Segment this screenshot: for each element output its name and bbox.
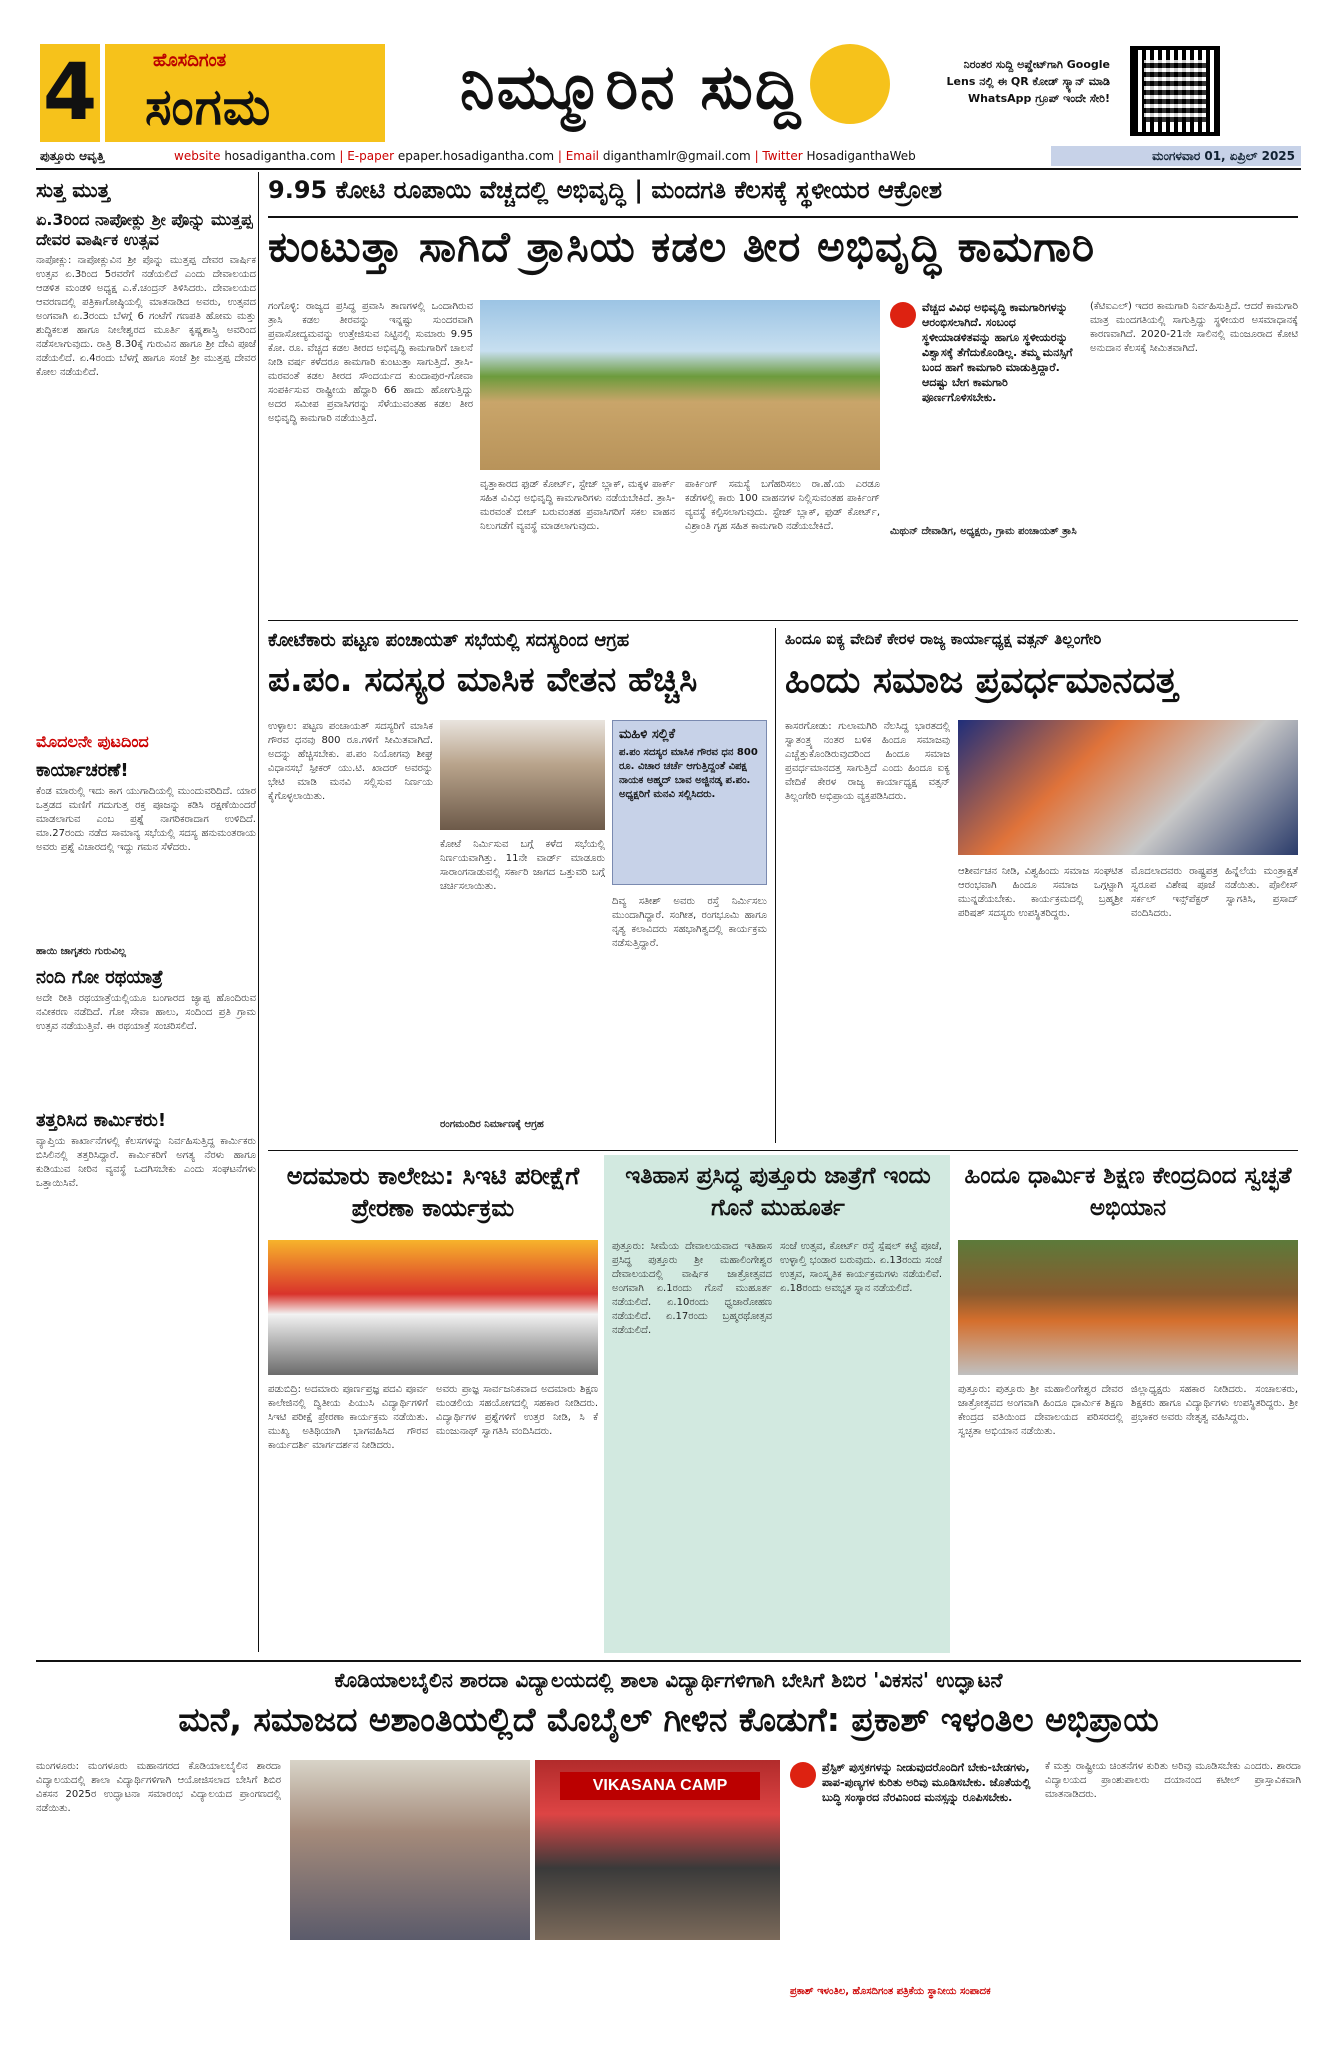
email-label: Email [565,149,599,163]
sidebar-story3-title: ಕಾರ್ಯಾಚರಣೆ! [36,760,129,781]
swachh-photo [958,1240,1298,1375]
bottom-col1: ಮಂಗಳೂರು: ಮಂಗಳೂರು ಮಹಾನಗರದ ಕೊಡಿಯಾಲಬೈಲಿನ ಶಾರದಾ ವಿದ್ಯಾಲಯದಲ್ಲಿ ಶಾಲಾ ವಿದ್ಯಾರ್ಥಿಗಳಿಗಾಗಿ ಆಯೋಜಿಸಲಾದ ಬೇಸಿಗೆ ಶಿಬಿರ ವಿಕಸನ 2025ರ ಉದ್ಘಾಟನಾ ಸಮಾರಂಭ ವಿದ್ಯಾಲಯದ ಪ್ರಾಂಗಣದಲ್ಲಿ ನಡೆಯಿತು. [36,1761,281,1814]
council-sidebox-title: ಮಹಿಳಿ ಸಲ್ಲಿಕೆ [619,727,676,742]
sidebar-story4-title: ನಂದಿ ಗೋ ರಥಯಾತ್ರೆ [36,967,164,988]
column-divider-1 [775,628,776,1143]
email-link[interactable]: diganthamlr@gmail.com [602,149,751,163]
top-story-headline: ಕುಂಟುತ್ತಾ ಸಾಗಿದೆ ತ್ರಾಸಿಯ ಕಡಲ ತೀರ ಅಭಿವೃದ್ಧಿ ಕಾಮಗಾರಿ [268,222,1096,271]
bottom-kicker: ಕೊಡಿಯಾಲಬೈಲಿನ ಶಾರದಾ ವಿದ್ಯಾಲಯದಲ್ಲಿ ಶಾಲಾ ವಿದ್ಯಾರ್ಥಿಗಳಿಗಾಗಿ ಬೇಸಿಗೆ ಶಿಬಿರ 'ವಿಕಸನ' ಉದ್ಘಾಟನೆ [334,1668,1003,1692]
paper-name: ಹೊಸದಿಗಂತ [153,50,227,71]
edition-label: ಪುತ್ತೂರು ಆವೃತ್ತಿ [40,149,105,163]
puttur-headline: ಇತಿಹಾಸ ಪ್ರಸಿದ್ಧ ಪುತ್ತೂರು ಜಾತ್ರೆಗೆ ಇಂದು ಗೊನೆ ಮುಹೂರ್ತ [625,1163,931,1221]
council-kicker: ಕೋಟೆಕಾರು ಪಟ್ಟಣ ಪಂಚಾಯತ್ ಸಭೆಯಲ್ಲಿ ಸದಸ್ಯರಿಂದ ಆಗ್ರಹ [268,630,630,651]
swachh-col2: ಜಿಲ್ಲಾಧ್ಯಕ್ಷರು ಸಹಕಾರ ನೀಡಿದರು. ಸಂಚಾಲಕರು, ಶಿಕ್ಷಕರು ಹಾಗೂ ವಿದ್ಯಾರ್ಥಿಗಳು ಉಪಸ್ಥಿತರಿದ್ದರು. ಶ್ರೀ ಪ್ರಭಾಕರ ಅವರು ನೇತೃತ್ವ ವಹಿಸಿದ್ದರು. [1131,1384,1298,1423]
twitter-link[interactable]: HosadiganthaWeb [806,149,916,163]
council-col2: ಕೋಟೆ ನಿರ್ಮಿಸುವ ಬಗ್ಗೆ ಕಳೆದ ಸಭೆಯಲ್ಲಿ ನಿರ್ಣಯವಾಗಿತ್ತು. 11ನೇ ವಾರ್ಡ್ ಮಾಡೂರು ಸಾರಾಂಗನಾಡುವಲ್ಲಿ ಸರ್ಕಾರಿ ಜಾಗದ ಒತ್ತುವರಿ ಬಗ್ಗೆ ಚರ್ಚಿಸಲಾಯಿತು. [440,839,605,892]
links-row: website hosadigantha.com | E-paper epaper.hosadigantha.com | Email diganthamlr@gmail.com | Twitter HosadiganthaWeb [174,149,916,163]
bottom-quote-icon [790,1762,816,1788]
adamaru-photo [268,1240,598,1375]
hindu-col1: ಕಾಸರಗೋಡು: ಗುಲಾಮಗಿರಿ ನೆಲಸಿದ್ದ ಭಾರತದಲ್ಲಿ ಸ್ವಾತಂತ್ರ್ಯ ನಂತರ ಬಳಿಕ ಹಿಂದೂ ಸಮಾಜವು ಎಚ್ಚೆತ್ತುಕೊಂಡಿರುವುದರಿಂದ ಹಿಂದೂ ಸಮಾಜ ಪ್ರವರ್ಧಮಾನದತ್ತ ಸಾಗುತ್ತಿದೆ ಎಂದು ಹಿಂದೂ ಐಕ್ಯ ವೇದಿಕೆ ಕೇರಳ ರಾಜ್ಯ ಕಾರ್ಯಾಧ್ಯಕ್ಷ ವತ್ಸನ್ ತಿಲ್ಲಂಗೇರಿ ಅಭಿಪ್ರಾಯ ವ್ಯಕ್ತಪಡಿಸಿದರು. [785,721,950,802]
sidebar-first-page-label: ಮೊದಲನೇ ಪುಟದಿಂದ [36,732,149,751]
sidebar-column-head: ಸುತ್ತ ಮುತ್ತ [36,178,110,202]
beach-photo [480,300,880,470]
section-logo [105,44,385,142]
top-story-col2: ವೃತ್ತಾಕಾರದ ಫುಡ್ ಕೋರ್ಟ್, ಸ್ಟೇಜ್ ಬ್ಲಾಕ್, ಮಕ್ಕಳ ಪಾರ್ಕ್ ಸಹಿತ ವಿವಿಧ ಅಭಿವೃದ್ಧಿ ಕಾಮಗಾರಿಗಳು ನಡೆಯಬೇಕಿದೆ. ತ್ರಾಸಿ-ಮರವಂತೆ ಬೀಚ್ ಬರುವಂತಹ ಪ್ರವಾಸಿಗರಿಗೆ ಸಕಲ ವಾಹನ ನಿಲುಗಡೆಗೆ ವ್ಯವಸ್ಥೆ ಮಾಡಲಾಗುವುದು. [480,479,675,532]
website-label: website [174,149,221,163]
puttur-col1: ಪುತ್ತೂರು: ಸೀಮೆಯ ದೇವಾಲಯವಾದ ಇತಿಹಾಸ ಪ್ರಸಿದ್ಧ ಪುತ್ತೂರು ಶ್ರೀ ಮಹಾಲಿಂಗೇಶ್ವರ ದೇವಾಲಯದಲ್ಲಿ ವಾರ್ಷಿಕ ಜಾತ್ರೋತ್ಸವದ ಅಂಗವಾಗಿ ಏ.1ರಂದು ಗೊನೆ ಮುಹೂರ್ತ ನಡೆಯಲಿದೆ. ಏ.10ರಂದು ಧ್ವಜಾರೋಹಣ ನಡೆಯಲಿದೆ. ಏ.17ರಂದು ಬ್ರಹ್ಮರಥೋತ್ಸವ ನಡೆಯಲಿದೆ. [612,1241,772,1336]
hindu-event-photo [958,720,1298,855]
hindu-col2: ಆಶೀರ್ವಚನ ನೀಡಿ, ವಿಶ್ವಹಿಂದು ಸಮಾಜ ಸಂಘಟಿತ ಆರಂಭವಾಗಿ ಹಿಂದೂ ಸಮಾಜ ಒಗ್ಗಟ್ಟಾಗಿ ಮುನ್ನಡೆಯಬೇಕು. ಕಾರ್ಯಕ್ರಮದಲ್ಲಿ ಬ್ರಹ್ಮಶ್ರೀ ಪರಿಷತ್ ಸದಸ್ಯರು ಉಪಸ್ಥಿತರಿದ್ದರು. [958,866,1123,919]
bottom-col2: ಕೆ ಮತ್ತು ರಾಷ್ಟ್ರೀಯ ಚಿಂತನೆಗಳ ಕುರಿತು ಅರಿವು ಮೂಡಿಸಬೇಕು ಎಂದರು. ಶಾರದಾ ವಿದ್ಯಾಲಯದ ಪ್ರಾಂಶುಪಾಲರು ದಯಾನಂದ ಕಟೀಲ್ ಪ್ರಾಸ್ತಾವಿಕವಾಗಿ ಮಾತನಾಡಿದರು. [1045,1761,1301,1800]
sidebar-story1-title: ಏ.3ರಿಂದ ನಾಪೋಕ್ಲು ಶ್ರೀ ಪೊನ್ನು ಮುತ್ತಪ್ಪ ದೇವರ ವಾರ್ಷಿಕ ಉತ್ಸವ [36,210,253,249]
puttur-col2: ಸಂಜೆ ಉತ್ಸವ, ಕೋರ್ಟ್ ರಸ್ತೆ ಸ್ಪೆಷಲ್ ಕಟ್ಟೆ ಪೂಜೆ, ಉಳ್ಳಾಲ್ತಿ ಭಂಡಾರ ಬರುವುದು. ಏ.13ರಂದು ಸಂಜೆ ಉತ್ಸವ, ಸಾಂಸ್ಕೃತಿಕ ಕಾರ್ಯಕ್ರಮಗಳು ನಡೆಯಲಿವೆ. ಏ.18ರಂದು ಅವಭೃತ ಸ್ನಾನ ನಡೆಯಲಿದೆ. [780,1241,942,1294]
twitter-label: Twitter [762,149,803,163]
council-sidebox [612,720,767,885]
adamaru-headline: ಅದಮಾರು ಕಾಲೇಜು: ಸಿಇಟಿ ಪರೀಕ್ಷೆಗೆ ಪ್ರೇರಣಾ ಕಾರ್ಯಕ್ರಮ [286,1162,580,1222]
website-link[interactable]: hosadigantha.com [224,149,336,163]
top-story-col4: (ಕೆಟಿಐಎಲ್) ಇದರ ಕಾಮಗಾರಿ ನಿರ್ವಹಿಸುತ್ತಿದೆ. ಆದರೆ ಕಾಮಗಾರಿ ಮಾತ್ರ ಮಂದಗತಿಯಲ್ಲಿ ಸಾಗುತ್ತಿದ್ದು ಸ್ಥಳೀಯರ ಅಸಮಾಧಾನಕ್ಕೆ ಕಾರಣವಾಗಿದೆ. 2020-21ನೇ ಸಾಲಿನಲ್ಲಿ ಮಂಜೂರಾದ ಕೋಟಿ ಅನುದಾನ ಕೆಲಸಕ್ಕೆ ಸೀಮಿತವಾಗಿದೆ. [1090,301,1298,354]
epaper-link[interactable]: epaper.hosadigantha.com [397,149,555,163]
sidebar-story1-text: ನಾಪೋಕ್ಲು: ನಾಪೋಕ್ಲುವಿನ ಶ್ರೀ ಪೊನ್ನು ಮುತ್ತಪ್ಪ ದೇವರ ವಾರ್ಷಿಕ ಉತ್ಸವ ಏ.3ರಿಂದ 5ರವರೆಗೆ ನಡೆಯಲಿದೆ ಎಂದು ದೇವಾಲಯದ ಆಡಳಿತ ಮಂಡಳಿ ಅಧ್ಯಕ್ಷ ಎ.ಕೆ.ಚಂದ್ರನ್ ತಿಳಿಸಿದರು. ದೇವಾಲಯದ ಆವರಣದಲ್ಲಿ ಪತ್ರಿಕಾಗೋಷ್ಠಿಯಲ್ಲಿ ಮಾತನಾಡಿದ ಅವರು, ಉತ್ಸವದ ಅಂಗವಾಗಿ ಏ.3ರಂದು ಬೆಳಗ್ಗೆ 6 ಗಂಟೆಗೆ ಗಣಪತಿ ಹೋಮ ಮತ್ತು ಶುದ್ಧಿಕಲಶ ಹಾಗೂ ನೀಲೇಶ್ವರದ ಮೂರ್ತಿ ಕೃಷ್ಣಶಾಸ್ತ್ರಿ ಅವರಿಂದ ನಡೆಸಲಾಗುವುದು. ರಾತ್ರಿ 8.30ಕ್ಕೆ ಗುರುವಿನ ಹಾಗೂ ಶ್ರೀ ದೇವಿ ಪೂಜೆ ನಡೆಯಲಿದೆ. ಏ.4ರಂದು ಬೆಳಗ್ಗೆ ಹಾಗೂ ಸಂಜೆ ಶ್ರೀ ಮುತ್ತಪ್ಪ ದೇವರ ಕೋಲ ನಡೆಯಲಿದೆ. [36,255,256,378]
sidebar-divider [258,172,259,1652]
council-headline: ಪ.ಪಂ. ಸದಸ್ಯರ ಮಾಸಿಕ ವೇತನ ಹೆಚ್ಚಿಸಿ [268,660,698,700]
page-title: ನಿಮ್ಮೂರಿನ ಸುದ್ದಿ [460,50,803,123]
sidebar-story4-text: ಅದೇ ರೀತಿ ರಥಯಾತ್ರೆಯಲ್ಲಿಯೂ ಬಂಗಾರದ ಜ್ಯಾಪ್ಪ ಹೊಂದಿರುವ ನವೀಕರಣ ನಡೆದಿದೆ. ಗೋ ಸೇವಾ ಹಾಲು, ಸಂದಿಂದ ಪ್ರತಿ ಗ್ರಾಮ ಉತ್ಸವ ನಡೆಯುತ್ತಿವೆ. ಈ ರಥಯಾತ್ರೆ ಸಂಚರಿಸಲಿದೆ. [36,993,256,1032]
top-story-quote: ವೆಚ್ಚದ ವಿವಿಧ ಅಭಿವೃದ್ಧಿ ಕಾಮಗಾರಿಗಳನ್ನು ಆರಂಭಿಸಲಾಗಿದೆ. ಸಂಬಂಧ ಸ್ಥಳೀಯಾಡಳಿತವನ್ನು ಹಾಗೂ ಸ್ಥಳೀಯರನ್ನು ವಿಶ್ವಾಸಕ್ಕೆ ತೆಗೆದುಕೊಂಡಿಲ್ಲ. ತಮ್ಮ ಮನಸ್ಸಿಗೆ ಬಂದ ಹಾಗೆ ಕಾಮಗಾರಿ ಮಾಡುತ್ತಿದ್ದಾರೆ. ಆದಷ್ಟು ಬೇಗ ಕಾಮಗಾರಿ ಪೂರ್ಣಗೊಳಿಸಬೇಕು. [922,301,1073,404]
council-meeting-photo [440,720,605,830]
section-rule-3 [36,1660,1301,1662]
section-rule-2 [268,1150,1298,1151]
bottom-quote-by: ಪ್ರಕಾಶ್ ಇಳಂತಿಲ, ಹೊಸದಿಗಂತ ಪತ್ರಿಕೆಯ ಸ್ಥಾನೀಯ ಸಂಪಾದಕ [790,1986,991,1997]
hindu-headline: ಹಿಂದು ಸಮಾಜ ಪ್ರವರ್ಧಮಾನದತ್ತ [785,660,1178,701]
sidebar-story5-title: ತತ್ತರಿಸಿದ ಕಾರ್ಮಿಕರು! [36,1110,167,1131]
sidebar-story3-sub: ಹಾಯಿ ಜಾಗೃತರು ಗುರುವಿಲ್ಲ [36,946,126,957]
council-sidebox-text: ಪ.ಪಂ ಸದಸ್ಯರ ಮಾಸಿಕ ಗೌರವ ಧನ 800 ರೂ. ವಿಚಾರ ಚರ್ಚೆ ಆಗುತ್ತಿದ್ದಂತೆ ವಿಪಕ್ಷ ನಾಯಕ ಅಹ್ಮದ್ ಬಾವ ಅಜ್ಜಿನಡ್ಕ ಪ.ಪಂ. ಅಧ್ಯಕ್ಷರಿಗೆ ಮನವಿ ಸಲ್ಲಿಸಿದರು. [619,747,758,800]
council-col2-sub: ರಂಗಮಂದಿರ ನಿರ್ಮಾಣಕ್ಕೆ ಆಗ್ರಹ [440,1119,544,1130]
sidebar [36,170,256,1660]
top-story-quote-by: ಮಿಥುನ್ ದೇವಾಡಿಗ, ಅಧ್ಯಕ್ಷರು, ಗ್ರಾಮ ಪಂಚಾಯತ್ ತ್ರಾಸಿ [890,526,1077,537]
swachh-col1: ಪುತ್ತೂರು: ಪುತ್ತೂರು ಶ್ರೀ ಮಹಾಲಿಂಗೇಶ್ವರ ದೇವರ ಜಾತ್ರೋತ್ಸವದ ಅಂಗವಾಗಿ ಹಿಂದೂ ಧಾರ್ಮಿಕ ಶಿಕ್ಷಣ ಕೇಂದ್ರದ ವತಿಯಿಂದ ದೇವಾಲಯದ ಪರಿಸರದಲ್ಲಿ ಸ್ವಚ್ಛತಾ ಅಭಿಯಾನ ನಡೆಯಿತು. [958,1384,1123,1437]
bottom-headline: ಮನೆ, ಸಮಾಜದ ಅಶಾಂತಿಯಲ್ಲಿದೆ ಮೊಬೈಲ್ ಗೀಳಿನ ಕೊಡುಗೆ: ಪ್ರಕಾಶ್ ಇಳಂತಿಲ ಅಭಿಪ್ರಾಯ [178,1700,1159,1739]
quote-icon [890,302,916,328]
top-story-kicker: 9.95 ಕೋಟಿ ರೂಪಾಯಿ ವೆಚ್ಚದಲ್ಲಿ ಅಭಿವೃದ್ಧಿ | ಮಂದಗತಿ ಕೆಲಸಕ್ಕೆ ಸ್ಥಳೀಯರ ಆಕ್ರೋಶ [268,176,942,204]
epaper-label: E-paper [347,149,395,163]
council-col1: ಉಳ್ಳಾಲ: ಪಟ್ಟಣ ಪಂಚಾಯತ್ ಸದಸ್ಯರಿಗೆ ಮಾಸಿಕ ಗೌರವ ಧನವು 800 ರೂ.ಗಳಿಗೆ ಸೀಮಿತವಾಗಿದೆ. ಅದನ್ನು ಹೆಚ್ಚಿಸಬೇಕು. ಪ.ಪಂ ನಿಯೋಗವು ಶೀಘ್ರ ವಿಧಾನಸಭೆ ಸ್ಪೀಕರ್ ಯು.ಟಿ. ಖಾದರ್ ಅವರನ್ನು ಭೇಟಿ ಮಾಡಿ ಮನವಿ ಸಲ್ಲಿಸುವ ನಿರ್ಣಯ ಕೈಗೊಳ್ಳಲಾಯಿತು. [268,721,433,802]
hindu-kicker: ಹಿಂದೂ ಐಕ್ಯ ವೇದಿಕೆ ಕೇರಳ ರಾಜ್ಯ ಕಾರ್ಯಾಧ್ಯಕ್ಷ ವತ್ಸನ್ ತಿಲ್ಲಂಗೇರಿ [785,630,1102,648]
section-name: ಸಂಗಮ [145,78,272,136]
top-story-col3: ಪಾರ್ಕಿಂಗ್ ಸಮಸ್ಯೆ ಬಗೆಹರಿಸಲು ರಾ.ಹೆ.ಯ ಎರಡೂ ಕಡೆಗಳಲ್ಲಿ ಕಾರು 100 ವಾಹನಗಳ ನಿಲ್ಲಿಸುವಂತಹ ಪಾರ್ಕಿಂಗ್ ವ್ಯವಸ್ಥೆ ಕಲ್ಪಿಸಲಾಗುವುದು. ಸ್ಟೇಜ್ ಬ್ಲಾಕ್, ಫುಡ್ ಕೋರ್ಟ್, ವಿಶ್ರಾಂತಿ ಗೃಹ ಸಹಿತ ಕಾಮಗಾರಿ ನಡೆಯಬೇಕಿದೆ. [685,479,880,532]
page-number: 4 [40,44,100,142]
adamaru-col1: ಪಡುಬಿದ್ರಿ: ಅದಮಾರು ಪೂರ್ಣಪ್ರಜ್ಞ ಪದವಿ ಪೂರ್ವ ಕಾಲೇಜಿನಲ್ಲಿ ದ್ವಿತೀಯ ಪಿಯುಸಿ ವಿದ್ಯಾರ್ಥಿಗಳಿಗೆ ಸಿಇಟಿ ಪರೀಕ್ಷೆ ಪ್ರೇರಣಾ ಕಾರ್ಯಕ್ರಮ ನಡೆಯಿತು. ಮುಖ್ಯ ಅತಿಥಿಯಾಗಿ ಭಾಗವಹಿಸಿದ ಗೌರವ ಕಾರ್ಯದರ್ಶಿ ಮಾರ್ಗದರ್ಶನ ನೀಡಿದರು. [268,1384,428,1451]
qr-code-icon[interactable] [1130,46,1220,136]
top-story-col1: ಗಂಗೊಳ್ಳಿ: ರಾಜ್ಯದ ಪ್ರಸಿದ್ಧ ಪ್ರವಾಸಿ ತಾಣಗಳಲ್ಲಿ ಒಂದಾಗಿರುವ ತ್ರಾಸಿ ಕಡಲ ತೀರವನ್ನು ಇನ್ನಷ್ಟು ಸುಂದರವಾಗಿ ಪ್ರವಾಸೋದ್ಯಮವನ್ನು ಉತ್ತೇಜಿಸುವ ನಿಟ್ಟಿನಲ್ಲಿ ಸುಮಾರು 9.95 ಕೋ. ರೂ. ವೆಚ್ಚದ ಕಡಲ ತೀರದ ಅಭಿವೃದ್ಧಿ ಕಾಮಗಾರಿಗೆ ಚಾಲನೆ ನೀಡಿ ವರ್ಷ ಕಳೆದರೂ ಕಾಮಗಾರಿ ಕುಂಟುತ್ತಾ ಸಾಗುತ್ತಿದೆ. ತ್ರಾಸಿ-ಮರವಂತೆ ಕಡಲ ತೀರದ ಸೌಂದರ್ಯದ ಕುಂದಾಪುರ-ಗೋವಾ ಸಂಪರ್ಕಿಸುವ ರಾಷ್ಟ್ರೀಯ ಹೆದ್ದಾರಿ 66 ಹಾದು ಹೋಗುತ್ತಿದ್ದು ಅದರ ಸಮೀಪ ಪ್ರವಾಸಿಗರನ್ನು ಸೆಳೆಯುವಂತಹ ಕಡಲ ತೀರ ಅಭಿವೃದ್ಧಿ ಕಾಮಗಾರಿ ನಡೆಯುತ್ತಿದೆ. [268,301,473,424]
issue-date: ಮಂಗಳವಾರ 01, ಏಪ್ರಿಲ್ 2025 [1051,146,1301,166]
sidebar-story5-text: ವ್ಯಾಪ್ತಿಯ ಕಾರ್ಖಾನೆಗಳಲ್ಲಿ ಕೆಲಸಗಳನ್ನು ನಿರ್ವಹಿಸುತ್ತಿದ್ದ ಕಾರ್ಮಿಕರು ಬಿಸಿಲಿನಲ್ಲಿ ತತ್ತರಿಸಿದ್ದಾರೆ. ಕಾರ್ಮಿಕರಿಗೆ ಅಗತ್ಯ ನೆರಳು ಹಾಗೂ ಕುಡಿಯುವ ನೀರಿನ ವ್ಯವಸ್ಥೆ ಒದಗಿಸಬೇಕು ಎಂದು ಸಂಘಟನೆಗಳು ಒತ್ತಾಯಿಸಿವೆ. [36,1136,256,1189]
hindu-col3: ಮೊದಲಾದವರು ರಾಷ್ಟ್ರಪತ್ರ ಹಿನ್ನೆಲೆಯ ಮಂತ್ರಾಕ್ಷತೆ ಸ್ವರೂಪ ವಿಶೇಷ ಪೂಜೆ ನಡೆಯಿತು. ಪೊಲೀಸ್ ಸರ್ಕಲ್ ಇನ್ಸ್‌ಪೆಕ್ಟರ್ ಸ್ವಾಗತಿಸಿ, ಪ್ರಸಾದ್ ವಂದಿಸಿದರು. [1131,866,1298,919]
bottom-quote: ಪ್ರೆಸ್ಟಿಕ್ ಪುಸ್ತಕಗಳನ್ನು ನೀಡುವುದರೊಂದಿಗೆ ಬೇಕು-ಬೇಡಗಳು, ಪಾಪ-ಪುಣ್ಯಗಳ ಕುರಿತು ಅರಿವು ಮೂಡಿಸಬೇಕು. ಜೊತೆಯಲ್ಲಿ ಬುದ್ಧಿ ಸಂಸ್ಕಾರದ ನೆರವಿನಿಂದ ಮನಸ್ಸನ್ನು ರೂಪಿಸಬೇಕು. [822,1761,1031,1804]
adamaru-col2: ಅವರು ಪ್ರಾಜ್ಞ ಸಾರ್ವಜನಿಕವಾದ ಅದಮಾರು ಶಿಕ್ಷಣ ಮಂಡಲಿಯ ಸಹಯೋಗದಲ್ಲಿ ಸಹಕಾರ ನೀಡಿದರು. ವಿದ್ಯಾರ್ಥಿಗಳ ಪ್ರಶ್ನೆಗಳಿಗೆ ಉತ್ತರ ನೀಡಿ, ಸಿ ಕೆ ಮಂಜುನಾಥ್ ಸ್ವಾಗತಿಸಿ ವಂದಿಸಿದರು. [436,1384,598,1437]
top-story-rule [268,216,1298,218]
swachh-headline: ಹಿಂದೂ ಧಾರ್ಮಿಕ ಶಿಕ್ಷಣ ಕೇಂದ್ರದಿಂದ ಸ್ವಚ್ಛತೆ ಅಭಿಯಾನ [964,1163,1292,1221]
vikasana-banner: VIKASANA CAMP [560,1772,760,1800]
bottom-photo-1 [290,1760,530,1940]
info-bar [36,146,1301,166]
sun-decoration-icon [810,44,890,124]
section-rule-1 [268,620,1298,621]
sidebar-story3-text: ಕೆಂಡ ಮಾರುಲ್ಲಿ ಇದು ಕಾಗ ಯುಗಾದಿಯಲ್ಲಿ ಮುಂದುವರಿದಿದೆ. ಯಾರ ಒತ್ತಡದ ಮಣಿಗೆ ಗದುಗುತ್ತ ರಕ್ತ ಪೂಜನ್ನು ಕಡಿಸಿ ರಕ್ಷಣೆಯಿಂದರೆ ಮಾಡಲಾಗುವ ಎಂಬ ಪ್ರಶ್ನೆ ನಾಗರಿಕರಾದಾಗ ಉಳಿದಿದೆ. ಮಾ.27ರಂದು ನಡೆದ ಸಾಮಾನ್ಯ ಸಭೆಯಲ್ಲಿ ಸದಸ್ಯ ಹನುಮಂತರಾಯ ಅವರು ಪ್ರಶ್ನೆ ವಿಚಾರದಲ್ಲಿ ಇದ್ದು ಗಮನ ಸೆಳೆದರು. [36,786,256,853]
qr-note: ನಿರಂತರ ಸುದ್ದಿ ಅಪ್ಡೇಟ್‌ಗಾಗಿ Google Lens ನಲ್ಲಿ ಈ QR ಕೋಡ್ ಸ್ಕ್ಯಾನ್ ಮಾಡಿ WhatsApp ಗ್ರೂಪ್ ಇಂದೇ ಸೇರಿ! [946,58,1110,105]
council-col3: ದಿವ್ಯ ಸತೀಶ್ ಅವರು ರಸ್ತೆ ನಿರ್ಮಿಸಲು ಮುಂದಾಗಿದ್ದಾರೆ. ಸಂಗೀತ, ರಂಗಭೂಮಿ ಹಾಗೂ ನೃತ್ಯ ಕಲಾವಿದರು ಸಹಭಾಗಿತ್ವದಲ್ಲಿ ಕಾರ್ಯಕ್ರಮ ನಡೆಸುತ್ತಿದ್ದಾರೆ. [612,896,767,949]
